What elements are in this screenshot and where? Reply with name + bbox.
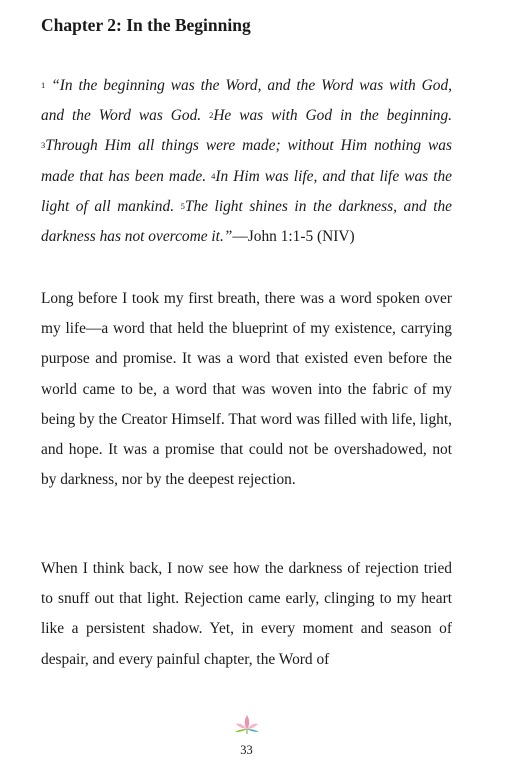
verse-text: He was with God in the beginning. — [213, 107, 452, 125]
verse-number: 4 — [211, 170, 216, 181]
verse-text: “In the beginning was the Word, and the Word was with God, and the Word was God. — [41, 77, 452, 125]
scripture-reference: —John 1:1-5 (NIV) — [232, 228, 355, 246]
verse-number: 5 — [180, 200, 185, 211]
scripture-quote — [41, 71, 452, 252]
book-page — [41, 0, 452, 772]
verse-text: In Him was life, and that life was the light of all mankind. — [41, 167, 452, 215]
verse-number: 1 — [41, 80, 46, 90]
body-paragraph: When I think back, I now see how the darkness of rejection tried to snuff out that light. Rejection came early, clinging to my heart like a persistent shadow. Yet, in every moment and season of despair, and every painful chapter, the Word of — [41, 560, 452, 668]
chapter-title: Chapter 2: In the Beginning — [41, 15, 251, 35]
verse-text: The light shines in the darkness, and the darkness has not overcome it.” — [41, 197, 452, 246]
verse-text: Through Him all things were made; without Him nothing was made that has been made. — [41, 137, 452, 185]
lotus-flower-icon — [233, 712, 261, 736]
body-paragraph: Long before I took my first breath, there was a word spoken over my life—a word that held the blueprint of my existence, carrying purpose and promise. It was a word that existed even before the world came to be, a word that was woven into the fabric of my being by the Creator Himself. That word was filled with life, light, and hope. It was a promise that could not be overshadowed, not by darkness, nor by the deepest rejection. — [41, 290, 452, 489]
page-number: 33 — [240, 743, 253, 757]
verse-number: 3 — [41, 140, 46, 151]
verse-number: 2 — [209, 110, 214, 121]
